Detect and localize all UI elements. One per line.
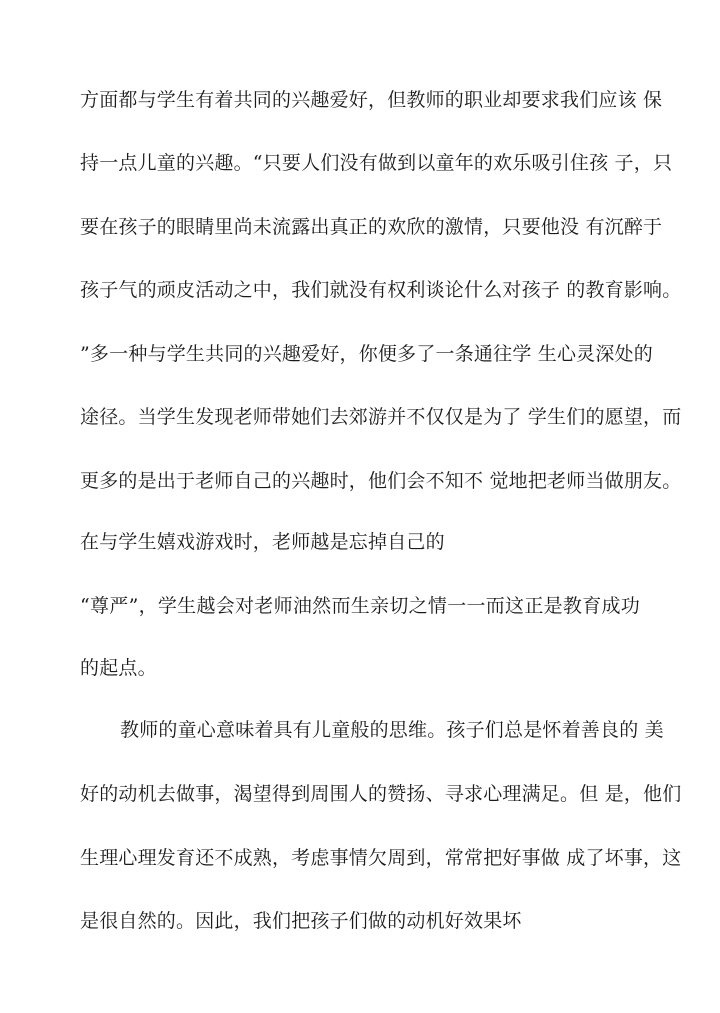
text-line: “尊严”，学生越会对老师油然而生亲切之情一一而这正是教育成功 xyxy=(80,595,640,617)
text-line: 持一点儿童的兴趣。“只要人们没有做到以童年的欢乐吸引住孩 子，只 xyxy=(80,152,673,174)
text-line: 方面都与学生有着共同的兴趣爱好，但教师的职业却要求我们应该 保 xyxy=(80,89,663,111)
text-line: 是很自然的。因此，我们把孩子们做的动机好效果坏 xyxy=(80,910,522,932)
text-line: 好的动机去做事，渴望得到周围人的赞扬、寻求心理满足。但 是，他们 xyxy=(80,783,682,805)
text-line: 途径。当学生发现老师带她们去郊游并不仅仅是为了 学生们的愿望，而 xyxy=(80,406,682,428)
text-line: 更多的是出于老师自己的兴趣时，他们会不知不 觉地把老师当做朋友。 xyxy=(80,470,682,492)
text-line: 生理心理发育还不成熟，考虑事情欠周到，常常把好事做 成了坏事，这 xyxy=(80,847,682,869)
text-line: 在与学生嬉戏游戏时，老师越是忘掉自己的 xyxy=(80,531,445,553)
text-line: 要在孩子的眼睛里尚未流露出真正的欢欣的激情，只要他没 有沉醉于 xyxy=(80,216,663,238)
text-line: ”多一种与学生共同的兴趣爱好，你便多了一条通往学 生心灵深处的 xyxy=(80,343,653,365)
paragraph-first-line: 教师的童心意味着具有儿童般的思维。孩子们总是怀着善良的 美 xyxy=(120,719,664,741)
text-line: 孩子气的顽皮活动之中，我们就没有权利谈论什么对孩子 的教育影响。 xyxy=(80,279,682,301)
text-line: 的起点。 xyxy=(80,657,157,679)
